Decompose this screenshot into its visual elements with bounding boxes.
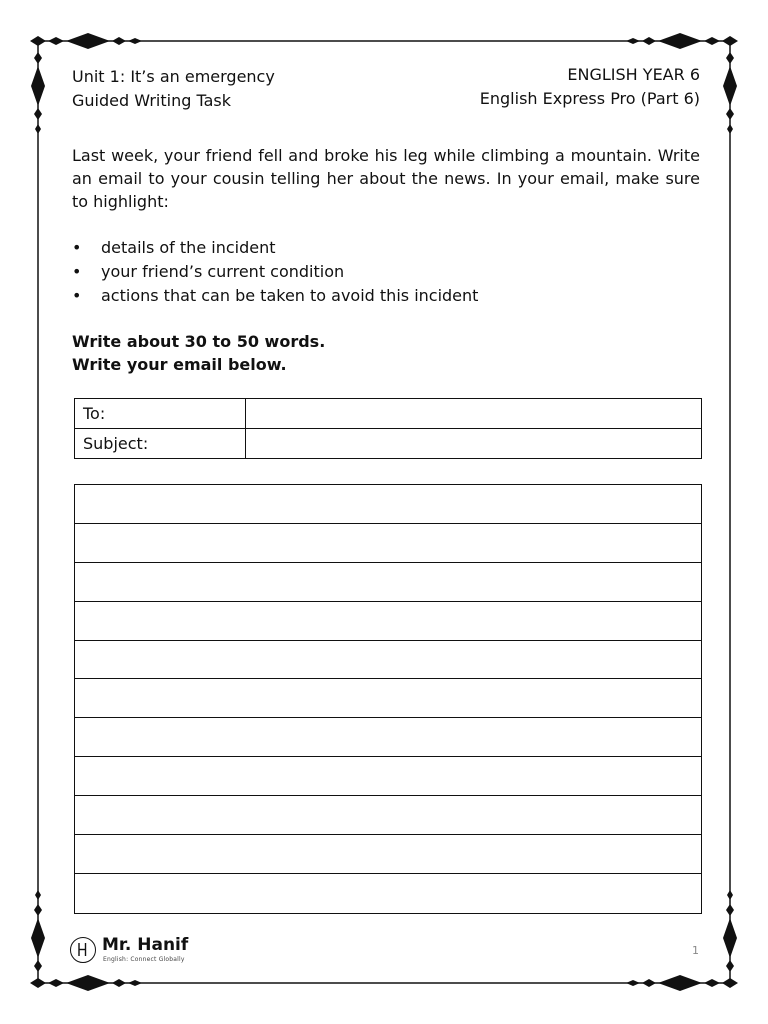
task-instructions: Last week, your friend fell and broke his leg while climbing a mountain. Write an email to your cousin telling her about the news. In your email, make sure to highlight: xyxy=(72,146,700,211)
logo-name: Mr. Hanif xyxy=(102,935,189,955)
writing-line[interactable] xyxy=(75,796,701,835)
bullet-text: your friend’s current condition xyxy=(101,262,345,281)
series-label: English Express Pro (Part 6) xyxy=(479,89,700,108)
bullet-text: actions that can be taken to avoid this incident xyxy=(101,286,479,305)
to-field[interactable] xyxy=(246,399,702,429)
level-label: ENGLISH YEAR 6 xyxy=(567,65,700,84)
write-below-instruction: Write your email below. xyxy=(72,355,287,374)
writing-line[interactable] xyxy=(75,563,701,602)
writing-line[interactable] xyxy=(75,718,701,757)
writing-line[interactable] xyxy=(75,874,701,913)
page-number: 1 xyxy=(692,944,699,957)
writing-line[interactable] xyxy=(75,835,701,874)
logo-tagline: English: Connect Globally xyxy=(103,956,185,963)
subject-field[interactable] xyxy=(246,429,702,459)
bullet-item xyxy=(72,236,700,260)
writing-line[interactable] xyxy=(75,485,701,524)
writing-line[interactable] xyxy=(75,641,701,680)
bullet-marker: • xyxy=(72,238,82,257)
writing-line[interactable] xyxy=(75,602,701,641)
bullet-list xyxy=(72,236,700,308)
subject-label: Subject: xyxy=(75,429,246,459)
unit-title: Unit 1: It’s an emergency xyxy=(72,67,275,86)
to-label: To: xyxy=(75,399,246,429)
bullet-text: details of the incident xyxy=(101,238,276,257)
word-count-requirement: Write about 30 to 50 words. xyxy=(72,332,326,351)
writing-line[interactable] xyxy=(75,679,701,718)
bullet-item xyxy=(72,284,700,308)
bullet-marker: • xyxy=(72,286,82,305)
requirements xyxy=(72,330,325,376)
task-type: Guided Writing Task xyxy=(72,91,231,110)
writing-line[interactable] xyxy=(75,757,701,796)
bullet-item xyxy=(72,260,700,284)
bullet-marker: • xyxy=(72,262,82,281)
writing-line[interactable] xyxy=(75,524,701,563)
to-row xyxy=(75,399,702,429)
email-header-table xyxy=(74,398,702,459)
logo-icon xyxy=(70,937,96,963)
writing-area[interactable] xyxy=(74,484,702,914)
subject-row xyxy=(75,429,702,459)
